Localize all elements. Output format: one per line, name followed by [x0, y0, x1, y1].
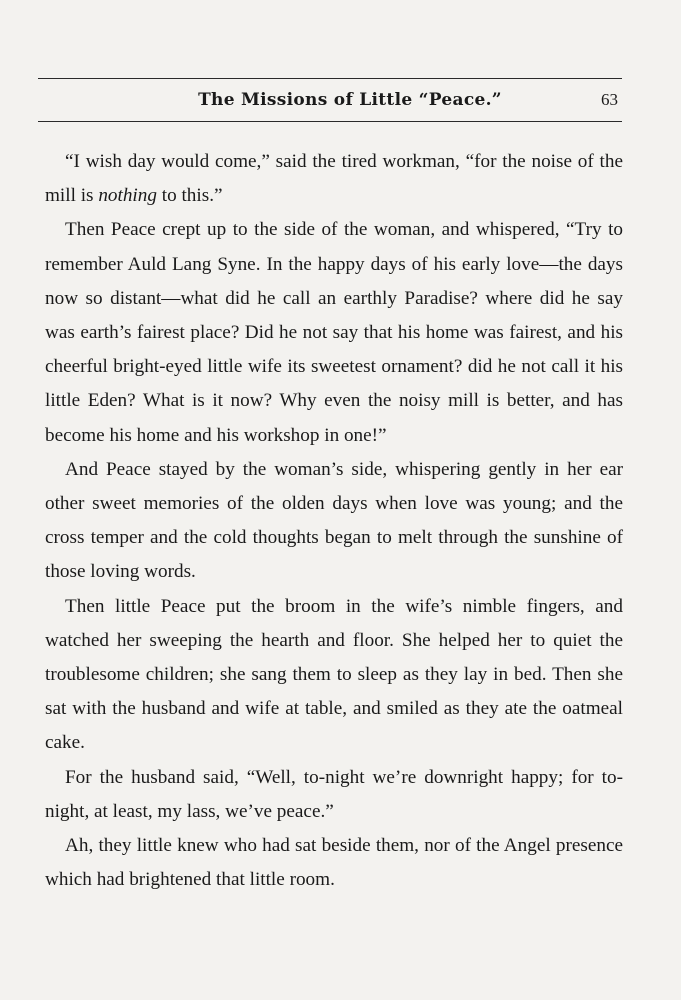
- paragraph-3: And Peace stayed by the woman’s side, whispering gently in her ear other sweet memories of the olden days when love was young; and the cross temper and the cold thoughts began to melt through the sunshine of those loving words.: [45, 458, 623, 583]
- paragraph-1-text-after: to this.”: [156, 185, 223, 207]
- paragraph-1-text-before: “I wish day would come,” said the tired workman, “for the noise of the mill is: [45, 151, 623, 207]
- paragraph-5: For the husband said, “Well, to-night we’re downright happy; for to-night, at least, my lass, we’ve peace.”: [45, 766, 623, 822]
- page-number: 63: [601, 90, 618, 109]
- running-title: The Missions of Little “Peace.”: [198, 90, 502, 110]
- paragraph-2: Then Peace crept up to the side of the woman, and whispered, “Try to remember Auld Lang Syne. In the happy days of his early love—the days now so distant—what did he call an earthly Paradise? where did he say was earth’s fairest place? Did he not say that his home was fairest, and his cheerful bright-eyed little wife its sweetest ornament? did he not call it his little Eden? What is it now? Why even the noisy mill is better, and has become his home and his workshop in one!”: [45, 219, 623, 446]
- header-rule-bottom: [38, 121, 622, 122]
- header-rule-top: [38, 78, 622, 79]
- body-text: [45, 145, 623, 897]
- paragraph-1-italic-word: nothing: [98, 185, 157, 207]
- paragraph-4: Then little Peace put the broom in the wife’s nimble fingers, and watched her sweeping the hearth and floor. She helped her to quiet the troublesome children; she sang them to sleep as they lay in bed. Then she sat with the husband and wife at table, and smiled as they ate the oatmeal cake.: [45, 595, 623, 754]
- running-head: [38, 87, 622, 113]
- paragraph-6: Ah, they little knew who had sat beside them, nor of the Angel presence which had brightened that little room.: [45, 835, 623, 891]
- paragraph-1: [45, 145, 623, 213]
